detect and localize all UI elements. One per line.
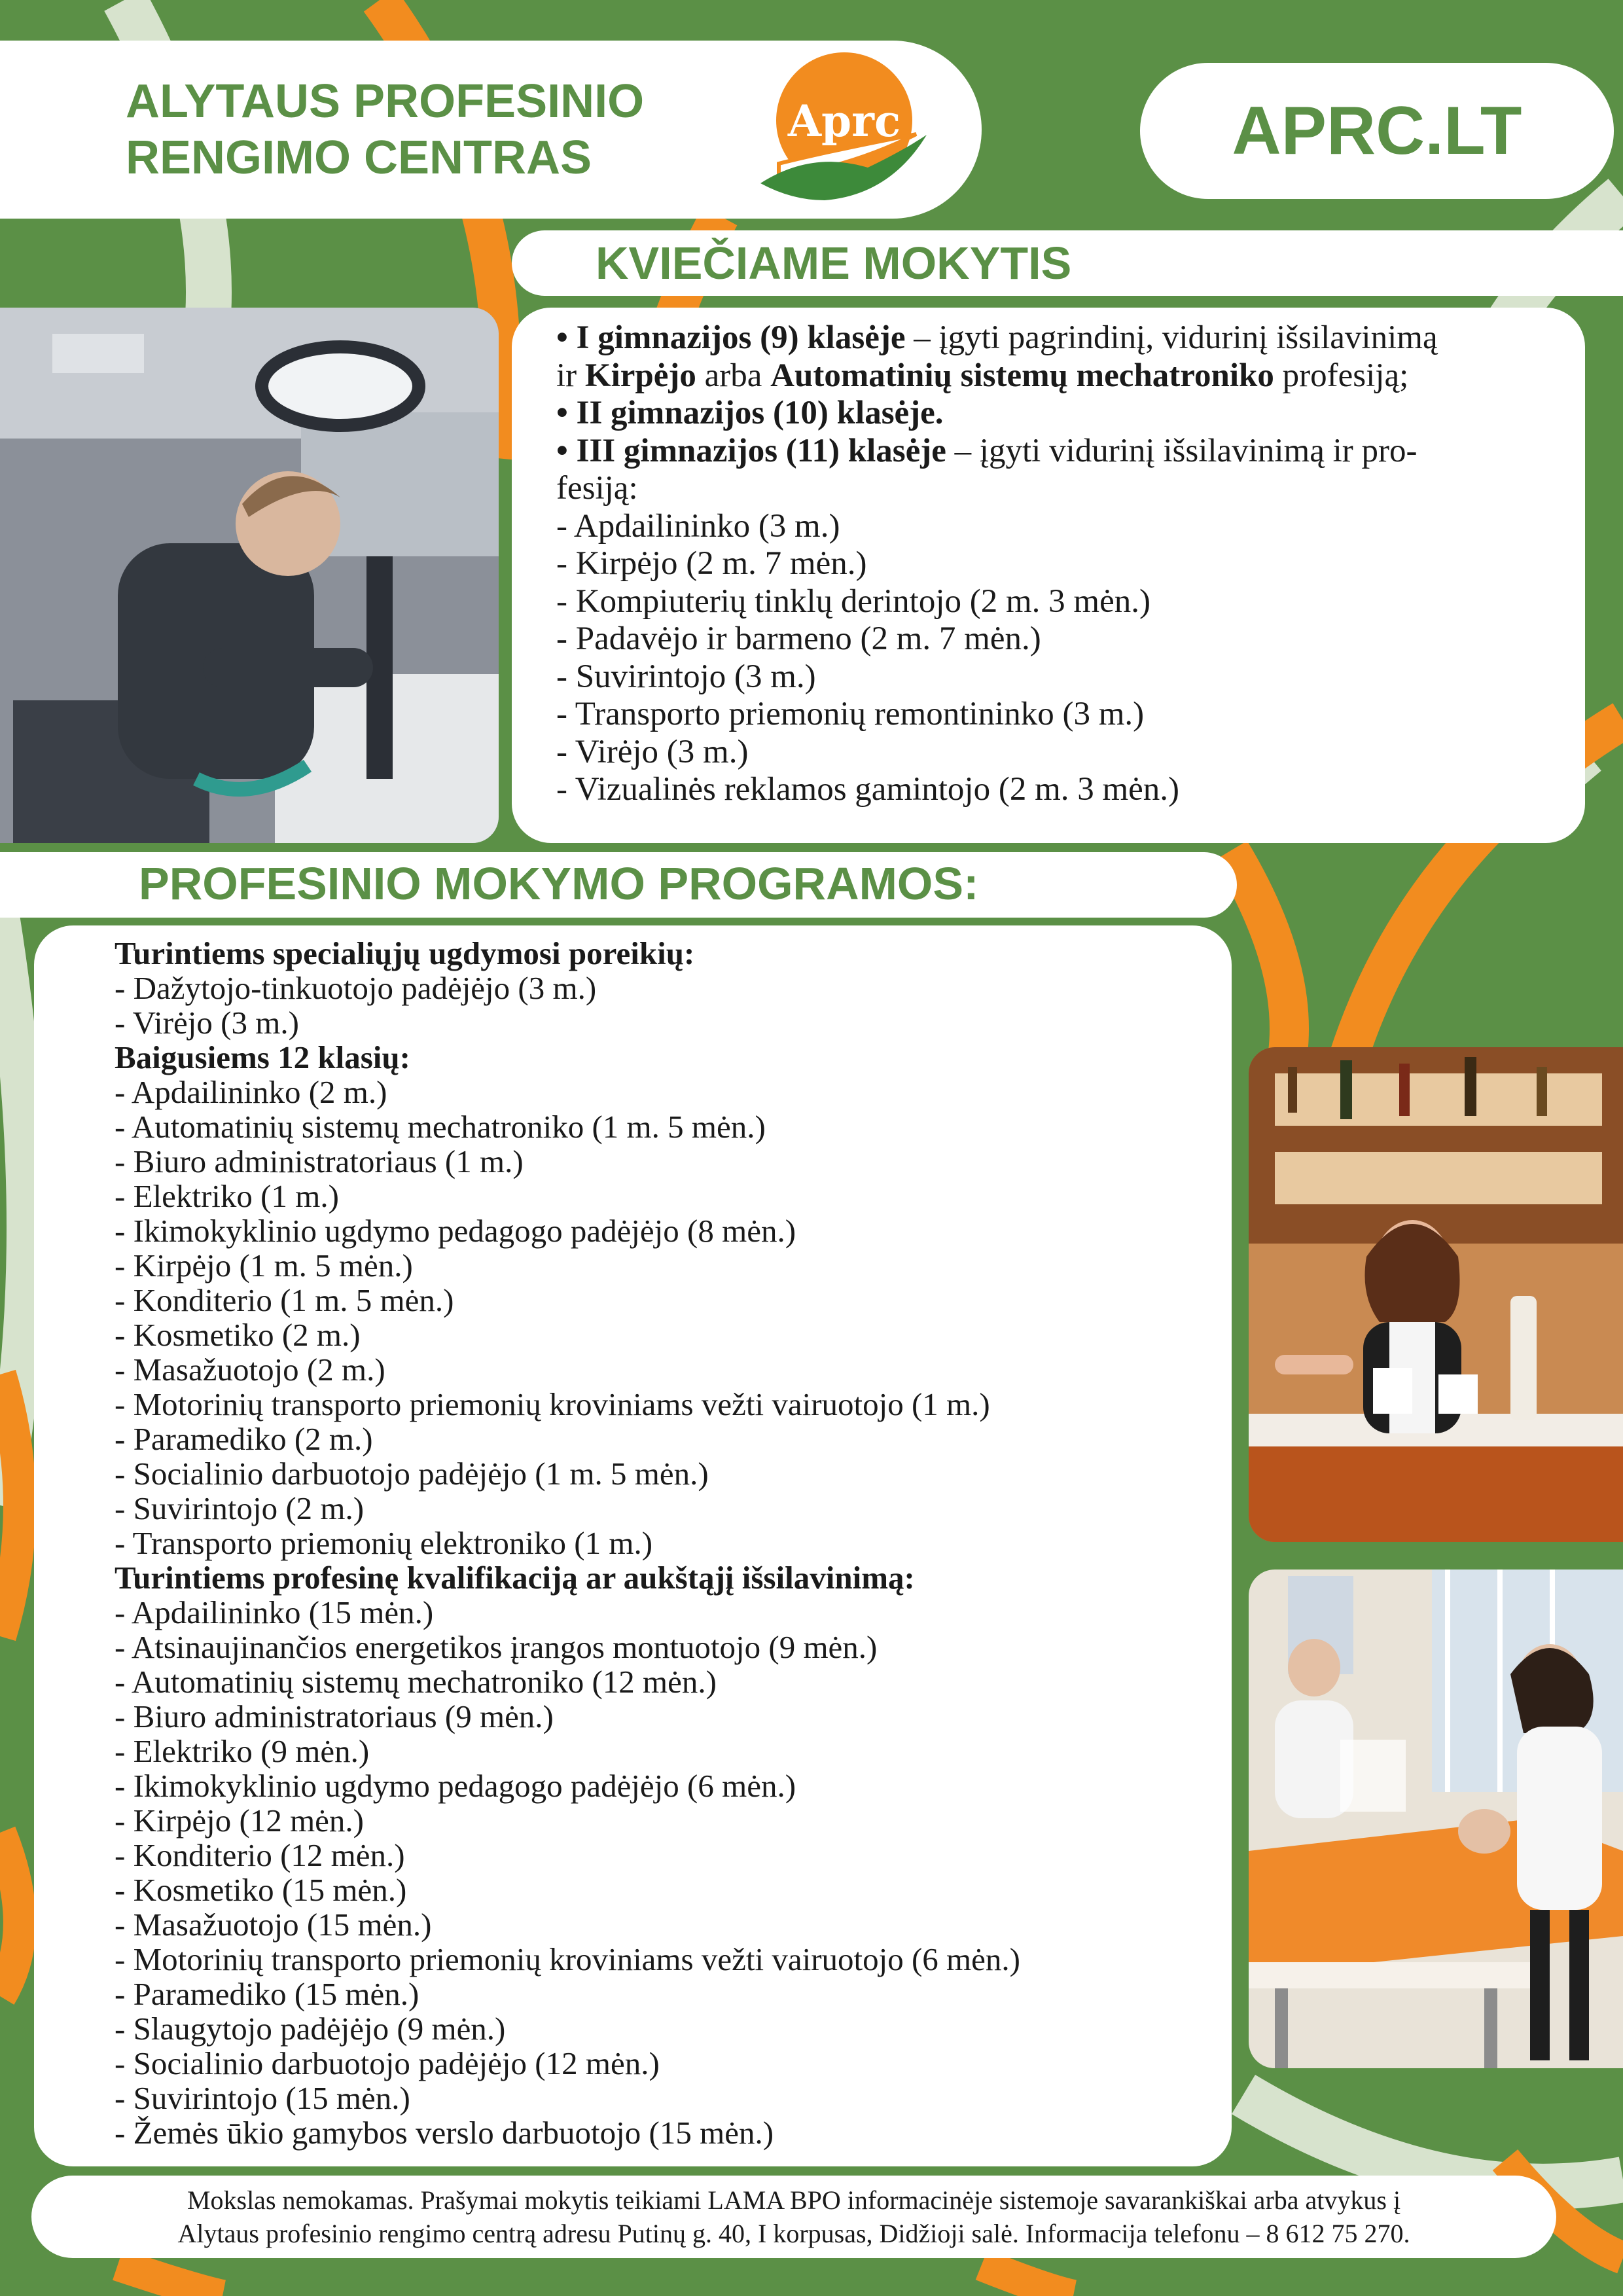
list-item: - Konditerio (1 m. 5 mėn.) <box>115 1282 454 1318</box>
grade11-line1 <box>556 433 1577 471</box>
grade9-line2 <box>556 357 1577 395</box>
qualified-heading: Turintiems profesinę kvalifikaciją ar aukštąjį išsilavinimą: <box>115 1560 915 1596</box>
photo-bartender <box>1249 1047 1623 1542</box>
list-item: - Kirpėjo (1 m. 5 mėn.) <box>115 1247 413 1283</box>
photo-cosmetology <box>1249 1570 1623 2068</box>
grade9-label: • I gimnazijos (9) klasėje <box>556 319 906 356</box>
list-item: - Motorinių transporto priemonių kroviniams vežti vairuotojo (1 m.) <box>115 1386 990 1422</box>
list-item: - Biuro administratoriaus (9 mėn.) <box>115 1698 554 1734</box>
invite-title: KVIEČIAME MOKYTIS <box>596 238 1072 289</box>
list-item: - Suvirintojo (2 m.) <box>115 1490 365 1526</box>
footer-line1: Mokslas nemokamas. Prašymai mokytis teikiami LAMA BPO informacinėje sistemoje savarankiškai arba atvykus į <box>187 2185 1401 2215</box>
list-item: - Apdailininko (15 mėn.) <box>115 1594 434 1630</box>
list-item: - Kompiuterių tinklų derintojo (2 m. 3 mėn.) <box>556 583 1150 620</box>
grade9-profession-hairdresser: Kirpėjo <box>584 357 696 394</box>
list-item: - Ikimokyklinio ugdymo pedagogo padėjėjo (6 mėn.) <box>115 1768 796 1804</box>
list-item: - Masažuotojo (2 m.) <box>115 1352 385 1388</box>
grade10-line: • II gimnazijos (10) klasėje. <box>556 395 944 431</box>
footer-info <box>31 2176 1556 2258</box>
list-item: - Paramediko (15 mėn.) <box>115 1976 419 2012</box>
list-item: - Kosmetiko (2 m.) <box>115 1317 361 1353</box>
list-item: - Vizualinės reklamos gamintojo (2 m. 3 mėn.) <box>556 771 1180 808</box>
programs-content <box>115 936 1214 2150</box>
organization-name-line1: ALYTAUS PROFESINIO <box>126 75 645 128</box>
grade11-label: • III gimnazijos (11) klasėje <box>556 432 946 469</box>
list-item: - Konditerio (12 mėn.) <box>115 1837 405 1873</box>
list-item: - Apdailininko (3 m.) <box>556 507 840 545</box>
list-item: - Biuro administratoriaus (1 m.) <box>115 1143 524 1179</box>
list-item: - Atsinaujinančios energetikos įrangos montuotojo (9 mėn.) <box>115 1629 878 1665</box>
list-item: - Socialinio darbuotojo padėjėjo (1 m. 5 mėn.) <box>115 1456 709 1492</box>
after-12-heading: Baigusiems 12 klasių: <box>115 1039 410 1075</box>
list-item: - Žemės ūkio gamybos verslo darbuotojo (15 mėn.) <box>115 2115 774 2151</box>
programs-title: PROFESINIO MOKYMO PROGRAMOS: <box>139 858 979 909</box>
grade9-text-pre: ir <box>556 357 585 394</box>
list-item: - Transporto priemonių remontininko (3 m.) <box>556 696 1145 732</box>
footer-line2: Alytaus profesinio rengimo centrą adresu Putinų g. 40, I korpusas, Didžioji salė. Informacija telefonu – 8 612 75 270. <box>177 2219 1410 2248</box>
aprc-logo <box>753 52 936 209</box>
grade9-description: – įgyti pagrindinį, vidurinį išsilavinimą <box>905 319 1438 356</box>
grade9-text-mid: arba <box>696 357 771 394</box>
list-item: - Transporto priemonių elektroniko (1 m.) <box>115 1525 653 1561</box>
website-label[interactable]: APRC.LT <box>1232 92 1522 169</box>
list-item: - Kirpėjo (2 m. 7 mėn.) <box>556 545 867 582</box>
organization-name <box>126 73 644 186</box>
grade9-profession-mechatronics: Automatinių sistemų mechatroniko <box>770 357 1274 394</box>
list-item: - Dažytojo-tinkuotojo padėjėjo (3 m.) <box>115 970 597 1006</box>
list-item: - Elektriko (1 m.) <box>115 1178 339 1214</box>
logo-text: Aprc <box>787 96 901 147</box>
grade11-description: – įgyti vidurinį išsilavinimą ir pro- <box>946 432 1418 469</box>
special-needs-heading: Turintiems specialiųjų ugdymosi poreikių: <box>115 935 695 971</box>
list-item: - Apdailininko (2 m.) <box>115 1074 387 1110</box>
list-item: - Kosmetiko (15 mėn.) <box>115 1872 407 1908</box>
invite-content <box>556 319 1577 809</box>
list-item: - Slaugytojo padėjėjo (9 mėn.) <box>115 2011 506 2047</box>
list-item: - Paramediko (2 m.) <box>115 1421 373 1457</box>
list-item: - Padavėjo ir barmeno (2 m. 7 mėn.) <box>556 620 1041 657</box>
list-item: - Virėjo (3 m.) <box>556 733 749 770</box>
list-item: - Suvirintojo (3 m.) <box>556 658 816 695</box>
grade11-line2: fesiją: <box>556 470 638 507</box>
list-item: - Suvirintojo (15 mėn.) <box>115 2080 410 2116</box>
grade9-line1 <box>556 319 1577 357</box>
list-item: - Masažuotojo (15 mėn.) <box>115 1907 432 1943</box>
photo-mechatronics-student <box>0 308 499 843</box>
organization-name-line2: RENGIMO CENTRAS <box>126 132 592 184</box>
list-item: - Elektriko (9 mėn.) <box>115 1733 370 1769</box>
list-item: - Virėjo (3 m.) <box>115 1005 299 1041</box>
list-item: - Kirpėjo (12 mėn.) <box>115 1803 364 1839</box>
list-item: - Motorinių transporto priemonių kroviniams vežti vairuotojo (6 mėn.) <box>115 1941 1020 1977</box>
list-item: - Ikimokyklinio ugdymo pedagogo padėjėjo (8 mėn.) <box>115 1213 796 1249</box>
list-item: - Socialinio darbuotojo padėjėjo (12 mėn.) <box>115 2045 660 2081</box>
grade9-text-post: profesiją; <box>1274 357 1409 394</box>
list-item: - Automatinių sistemų mechatroniko (12 mėn.) <box>115 1664 717 1700</box>
list-item: - Automatinių sistemų mechatroniko (1 m. 5 mėn.) <box>115 1109 766 1145</box>
